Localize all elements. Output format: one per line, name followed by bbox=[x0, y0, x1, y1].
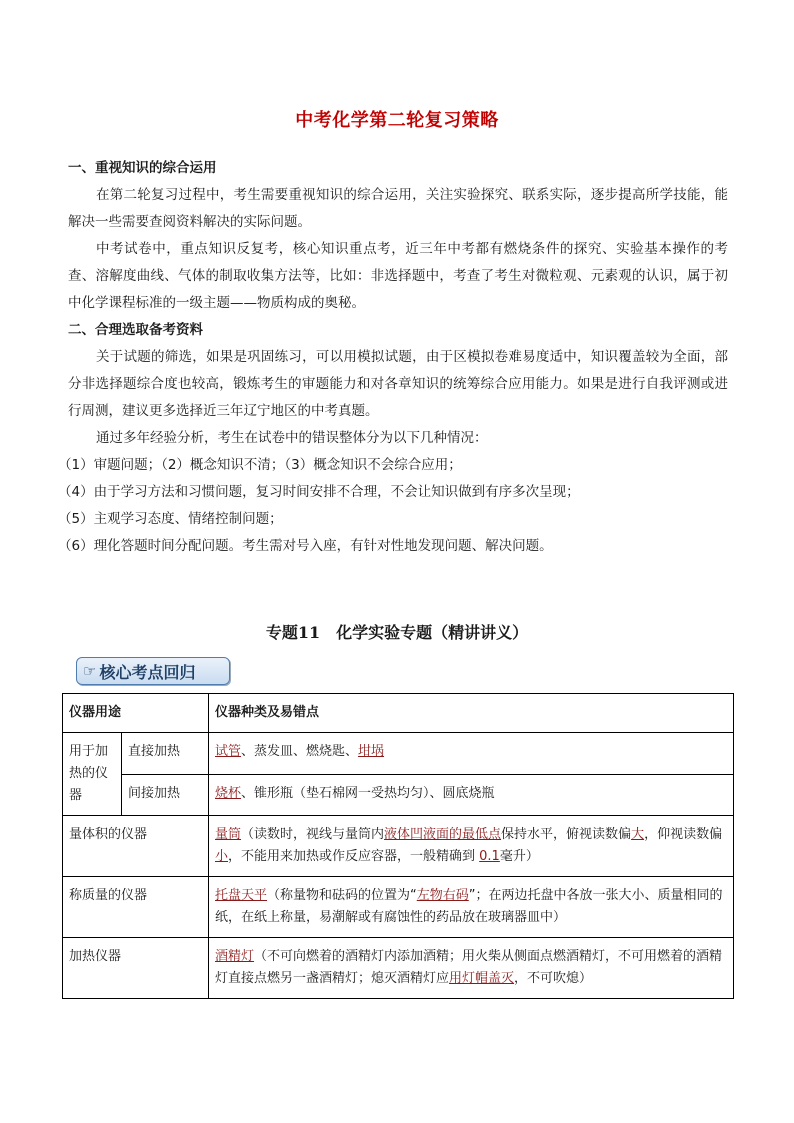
keyword: 大 bbox=[631, 827, 645, 842]
row-label: 直接加热 bbox=[122, 733, 209, 775]
instrument-table bbox=[62, 693, 734, 999]
keyword: 0.1 bbox=[479, 849, 500, 864]
row-content bbox=[209, 733, 734, 775]
table-row bbox=[63, 816, 734, 877]
paragraph: 在第二轮复习过程中，考生需要重视知识的综合运用，关注实验探究、联系实际，逐步提高所学技能，能解决一些需要查阅资料解决的实际问题。 bbox=[68, 187, 728, 230]
document-title: 中考化学第二轮复习策略 bbox=[295, 110, 499, 131]
section-heading: 一、重视知识的综合运用 bbox=[68, 160, 217, 176]
text-run: 、蒸发皿、燃烧匙、 bbox=[241, 744, 359, 759]
section-1 bbox=[58, 155, 728, 560]
table-row bbox=[63, 774, 734, 816]
table-row bbox=[63, 733, 734, 775]
table-header-row bbox=[63, 694, 734, 733]
row-content bbox=[209, 877, 734, 938]
keyword: 小 bbox=[215, 849, 229, 864]
keyword: 坩埚 bbox=[358, 744, 385, 759]
keyword: 烧杯 bbox=[215, 785, 242, 801]
text-run: ”；在两边托盘中各放一张大小、质量相同的纸，在纸上称量，易潮解或有腐蚀性的药品放在玻璃器皿中） bbox=[215, 888, 723, 925]
badge-label: 核心考点回归 bbox=[99, 662, 196, 682]
table-header-cell: 仪器用途 bbox=[63, 694, 209, 733]
text-run: 毫升） bbox=[499, 849, 539, 864]
pointing-hand-icon: ☞ bbox=[83, 662, 97, 680]
text-run: ，不能用来加热或作反应容器，一般精确到 bbox=[228, 849, 480, 864]
row-label: 量体积的仪器 bbox=[63, 816, 209, 877]
text-run: 保持水平，俯视读数偏 bbox=[501, 827, 632, 842]
keyword: 液体凹液面的最低点 bbox=[384, 827, 502, 842]
row-label: 间接加热 bbox=[122, 774, 209, 816]
table-row bbox=[63, 877, 734, 938]
row-content bbox=[209, 816, 734, 877]
row-content bbox=[209, 938, 734, 999]
list-item: （6）理化答题时间分配问题。考生需对号入座，有针对性地发现问题、解决问题。 bbox=[58, 538, 553, 554]
keyword: 用灯帽盖灭 bbox=[449, 971, 515, 986]
list-item: （1）审题问题；（2）概念知识不清；（3）概念知识不会综合应用； bbox=[58, 457, 462, 473]
text-run: （不可向燃着的酒精灯内添加酒精；用火柴从侧面点燃酒精灯，不可用燃着的酒精灯直接点燃另一盏酒精灯；熄灭酒精灯应 bbox=[215, 949, 723, 986]
list-item: （5）主观学习态度、情绪控制问题； bbox=[58, 511, 283, 527]
text-run: （读数时，视线与量筒内 bbox=[241, 827, 385, 842]
text-run: 、锥形瓶（垫石棉网一受热均匀）、圆底烧瓶 bbox=[241, 785, 495, 801]
row-label: 称质量的仪器 bbox=[63, 877, 209, 938]
text-run: ，仰视读数偏 bbox=[644, 827, 723, 842]
paragraph: 关于试题的筛选，如果是巩固练习，可以用模拟试题，由于区模拟卷难易度适中，知识覆盖较为全面，部分非选择题综合度也较高，锻炼考生的审题能力和对各章知识的统筹综合应用能力。如果是进行自我评测或进行周测，建议更多选择近三年辽宁地区的中考真题。 bbox=[68, 349, 728, 419]
keyword: 酒精灯 bbox=[215, 949, 255, 964]
section-heading: 二、合理选取备考资料 bbox=[68, 322, 203, 338]
table-row bbox=[63, 938, 734, 999]
subject-title: 专题11 化学实验专题（精讲讲义） bbox=[265, 623, 529, 642]
list-item: （4）由于学习方法和习惯问题，复习时间安排不合理，不会让知识做到有序多次呈现； bbox=[58, 484, 580, 500]
keyword: 试管 bbox=[215, 744, 242, 759]
text-run: ，不可吹熄） bbox=[514, 971, 593, 986]
keyword: 托盘天平 bbox=[215, 888, 268, 903]
keyword: 左物右码 bbox=[416, 888, 469, 903]
keyword: 量筒 bbox=[215, 827, 242, 842]
paragraph: 中考试卷中，重点知识反复考，核心知识重点考，近三年中考都有燃烧条件的探究、实验基本操作的考查、溶解度曲线、气体的制取收集方法等，比如：非选择题中，考查了考生对微粒观、元素观的认识，属于初中化学课程标准的一级主题——物质构成的奥秘。 bbox=[68, 241, 728, 311]
row-content bbox=[209, 774, 734, 816]
paragraph: 通过多年经验分析，考生在试卷中的错误整体分为以下几种情况： bbox=[96, 430, 488, 446]
table-header-cell: 仪器种类及易错点 bbox=[209, 694, 734, 733]
core-points-badge bbox=[76, 657, 230, 685]
heat-group-label: 用于加热的仪器 bbox=[63, 733, 122, 816]
text-run: （称量物和砝码的位置为“ bbox=[267, 888, 417, 903]
row-label: 加热仪器 bbox=[63, 938, 209, 999]
